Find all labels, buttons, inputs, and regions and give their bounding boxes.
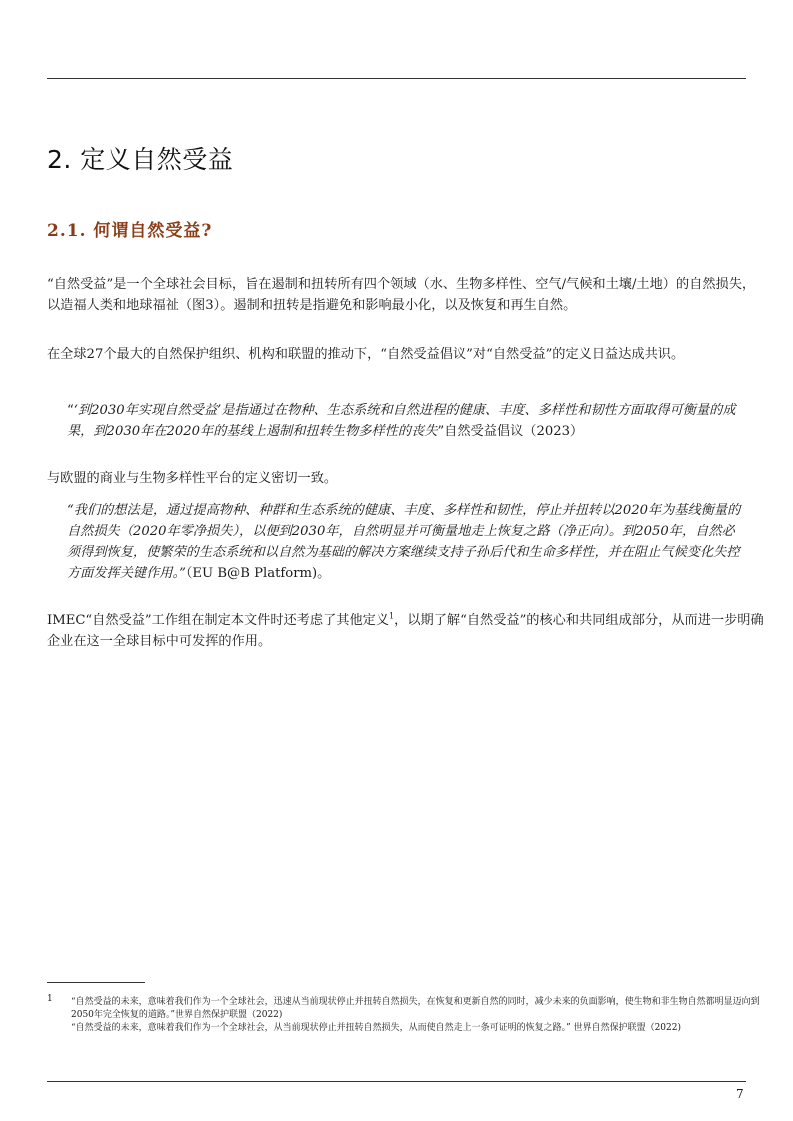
quote-source: ”自然受益倡议（2023） (437, 424, 584, 439)
footnote-separator (47, 982, 145, 983)
quote-nature-positive-initiative (67, 400, 747, 442)
quote-italic-text: ‘到2030年实现自然受益’是指通过在物种、生态系统和自然进程的健康、丰度、多样性和韧性方面取得可衡量的成果，到2030年在2020年的基线上遏制和扭转生物多样性的丧失 (67, 403, 736, 439)
paragraph-definition: “自然受益”是一个全球社会目标，旨在遏制和扭转所有四个领域（水、生物多样性、空气/气候和土壤/土地）的自然损失，以造福人类和地球福祉（图3）。遏制和扭转是指避免和影响最小化，以及恢复和再生自然。 (47, 277, 756, 313)
subsection-title: 2.1. 何谓自然受益? (47, 221, 213, 241)
paragraph-imec-text: IMEC“自然受益”工作组在制定本文件时还考虑了其他定义 (47, 613, 390, 628)
footnote-text-2: “自然受益的未来，意味着我们作为一个全球社会，从当前现状停止并扭转自然损失，从而使自然走上一条可证明的恢复之路。” 世界自然保护联盟（2022) (71, 1023, 681, 1033)
page-number: 7 (736, 1087, 744, 1101)
paragraph-imec (47, 610, 765, 652)
quote-eu-platform (67, 500, 747, 584)
quote-italic-text: “我们的想法是，通过提高物种、种群和生态系统的健康、丰度、多样性和韧性，停止并扭转以2020年为基线衡量的自然损失（2020年零净损失），以便到2030年，自然明显并可衡量地走上恢复之路（净正向）。到2050年，自然必须得到恢复，使繁荣的生态系统和以自然为基础的解决方案继续支持子孙后代和生命多样性，并在阻止气候变化失控方面发挥关键作用。” (67, 503, 741, 581)
footnote-text-1: “自然受益的未来，意味着我们作为一个全球社会，迅速从当前现状停止并扭转自然损失，在恢复和更新自然的同时，减少未来的负面影响，使生物和非生物自然都明显迈向到2050年完全恢复的道路。”世界自然保护联盟（2022) (71, 997, 760, 1020)
header-rule (47, 78, 746, 79)
quote-source: （EU B@B Platform)。 (185, 566, 331, 581)
footer-rule (47, 1081, 746, 1082)
quote-open-mark: “ (67, 403, 74, 418)
paragraph-eu-alignment: 与欧盟的商业与生物多样性平台的定义密切一致。 (47, 471, 338, 486)
section-title: 2. 定义自然受益 (47, 145, 234, 174)
paragraph-consensus: 在全球27个最大的自然保护组织、机构和联盟的推动下，“自然受益倡议”对“自然受益”的定义日益达成共识。 (47, 347, 685, 362)
footnote-number: 1 (47, 994, 53, 1004)
footnote-reference[interactable]: 1 (389, 611, 395, 621)
paragraph-imec-text-end: ，以期了解“自然受益”的核心和共同组成部分，从而进一步明确企业在这一全球目标中可发挥的作用。 (47, 613, 764, 649)
